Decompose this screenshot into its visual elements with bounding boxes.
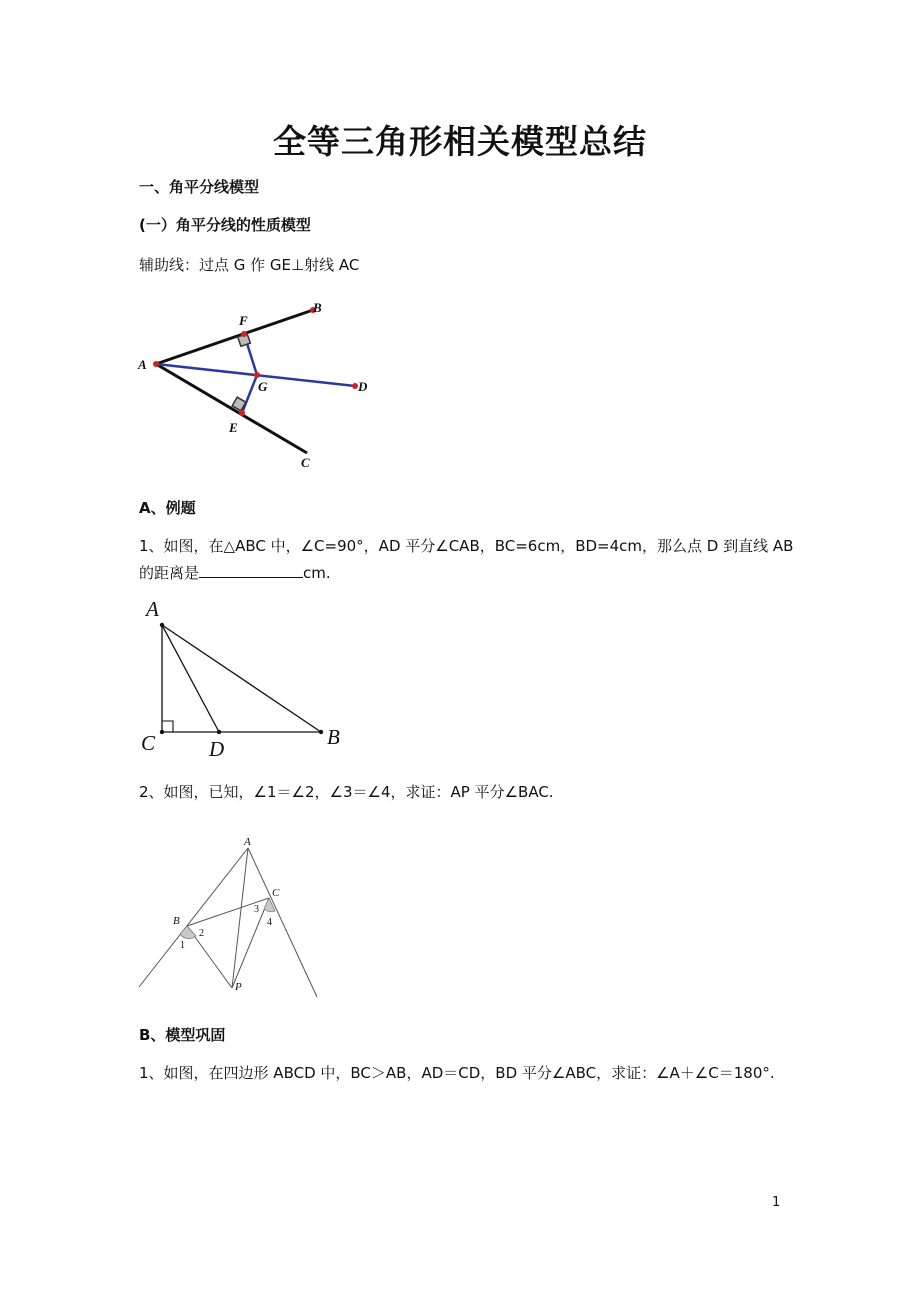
figure-external-bisectors: [136, 830, 336, 1000]
fig3-angle-2: 2: [199, 928, 204, 939]
question-1-prefix: 的距离是: [139, 564, 200, 582]
fig1-label-d: D: [358, 379, 368, 394]
question-1-line-2: [139, 562, 331, 583]
fig1-label-e: E: [229, 420, 238, 435]
fig2-label-c: C: [141, 731, 156, 755]
fig3-label-a: A: [244, 836, 251, 848]
fig1-label-c: C: [301, 455, 310, 470]
question-1-unit: cm.: [303, 564, 331, 582]
consolidation-question-1: 1、如图，在四边形 ABCD 中，BC＞AB，AD＝CD，BD 平分∠ABC，求证：∠A＋∠C＝180°.: [139, 1064, 775, 1082]
section-heading: 一、角平分线模型: [139, 178, 260, 196]
figure-right-triangle: [138, 598, 358, 768]
fig3-angle-4: 4: [267, 917, 272, 928]
fig1-label-a: A: [138, 357, 147, 372]
fig1-label-g: G: [258, 379, 268, 394]
fig2-label-d: D: [209, 737, 225, 761]
figure-angle-bisector: [135, 296, 395, 476]
fig3-angle-3: 3: [254, 904, 259, 915]
fig3-label-b: B: [173, 915, 180, 927]
auxiliary-line-text: 辅助线：过点 G 作 GE⊥射线 AC: [139, 256, 360, 274]
fig3-label-c: C: [272, 887, 280, 899]
answer-blank: [199, 563, 303, 578]
fig1-label-b: B: [313, 300, 322, 315]
part-b-heading: B、模型巩固: [139, 1026, 226, 1044]
fig2-label-a: A: [146, 597, 159, 621]
subsection-heading: (一）角平分线的性质模型: [139, 216, 311, 234]
fig2-label-b: B: [327, 725, 340, 749]
fig3-angle-1: 1: [180, 940, 185, 951]
question-2: 2、如图，已知，∠1＝∠2，∠3＝∠4，求证：AP 平分∠BAC.: [139, 783, 554, 801]
page-title: 全等三角形相关模型总结: [273, 122, 647, 161]
fig1-label-f: F: [239, 313, 248, 328]
part-a-heading: A、例题: [139, 499, 196, 517]
question-1-line-1: 1、如图，在△ABC 中，∠C=90°，AD 平分∠CAB，BC=6cm，BD=4cm，那么点 D 到直线 AB: [139, 537, 794, 555]
fig3-label-p: P: [235, 981, 242, 993]
page-number: 1: [772, 1195, 781, 1210]
